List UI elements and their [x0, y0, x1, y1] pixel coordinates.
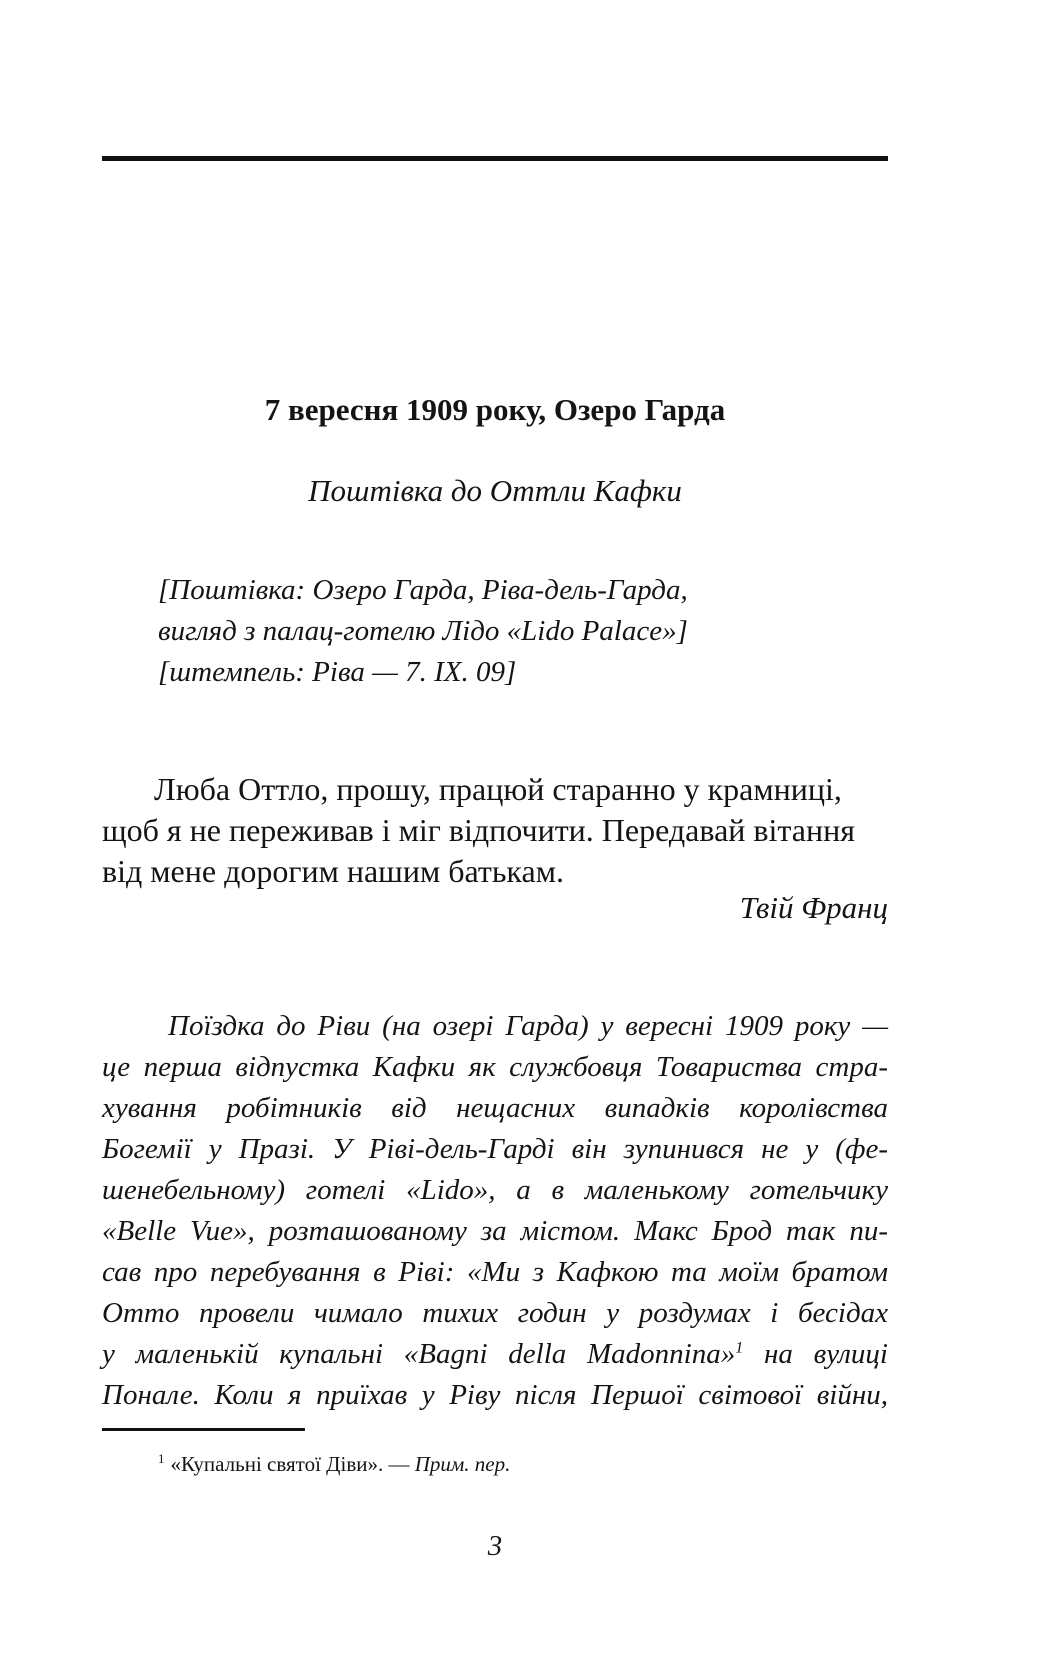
footnote-note: Прим. пер.: [414, 1452, 511, 1476]
letter-line: Люба Оттло, прошу, працюй старанно у крамниці,: [154, 771, 842, 807]
commentary-line: Понале. Коли я приїхав у Ріву після Першої світової війни,: [102, 1379, 888, 1411]
commentary-line: Поїздка до Ріви (на озері Гарда) у вересні 1909 року —: [168, 1010, 888, 1042]
commentary-line: Богемії у Празі. У Ріві-дель-Гарді він зупинився не у (фе-: [102, 1133, 888, 1165]
commentary-line: «Belle Vue», розташованому за містом. Макс Брод так пи-: [102, 1215, 888, 1247]
postcard-note-line: [Поштівка: Озеро Гарда, Ріва-дель-Гарда,: [158, 574, 688, 606]
commentary-line: це перша відпустка Кафки як службовця Товариства стра-: [102, 1051, 888, 1083]
letter-line: щоб я не переживав і міг відпочити. Передавай вітання: [102, 812, 855, 848]
commentary: [102, 1006, 888, 1416]
letter-line: від мене дорогим нашим батькам.: [102, 853, 564, 889]
section-subheading: Поштівка до Оттли Кафки: [308, 473, 682, 508]
commentary-text: на вулиці: [743, 1338, 888, 1370]
postcard-description: [158, 570, 878, 693]
commentary-line: Отто провели чимало тихих годин у роздумах і бесідах: [102, 1297, 888, 1329]
letter-signature: Твій Франц: [739, 890, 888, 925]
commentary-line: [102, 1334, 888, 1375]
top-rule: [102, 156, 888, 161]
commentary-line: шенебельному) готелі «Lido», а в маленькому готельчику: [102, 1174, 888, 1206]
footnote: [158, 1449, 510, 1479]
page-number: 3: [487, 1530, 503, 1562]
commentary-line: хування робітників від нещасних випадків королівства: [102, 1092, 888, 1124]
letter-body: [102, 769, 888, 892]
footnote-text: «Купальні святої Діви». —: [170, 1452, 415, 1476]
footnote-marker: 1: [158, 1451, 165, 1466]
footnote-reference[interactable]: 1: [735, 1339, 744, 1357]
footnote-separator: [102, 1428, 305, 1431]
postcard-note-line: вигляд з палац-готелю Лідо «Lido Palace»]: [158, 615, 688, 647]
postcard-note-line: [штемпель: Ріва — 7. IX. 09]: [158, 656, 517, 688]
section-heading: 7 вересня 1909 року, Озеро Гарда: [264, 392, 726, 427]
commentary-text: у маленькій купальні «Bagni della Madonnina»: [102, 1338, 736, 1370]
commentary-line: сав про перебування в Ріві: «Ми з Кафкою та моїм братом: [102, 1256, 888, 1288]
